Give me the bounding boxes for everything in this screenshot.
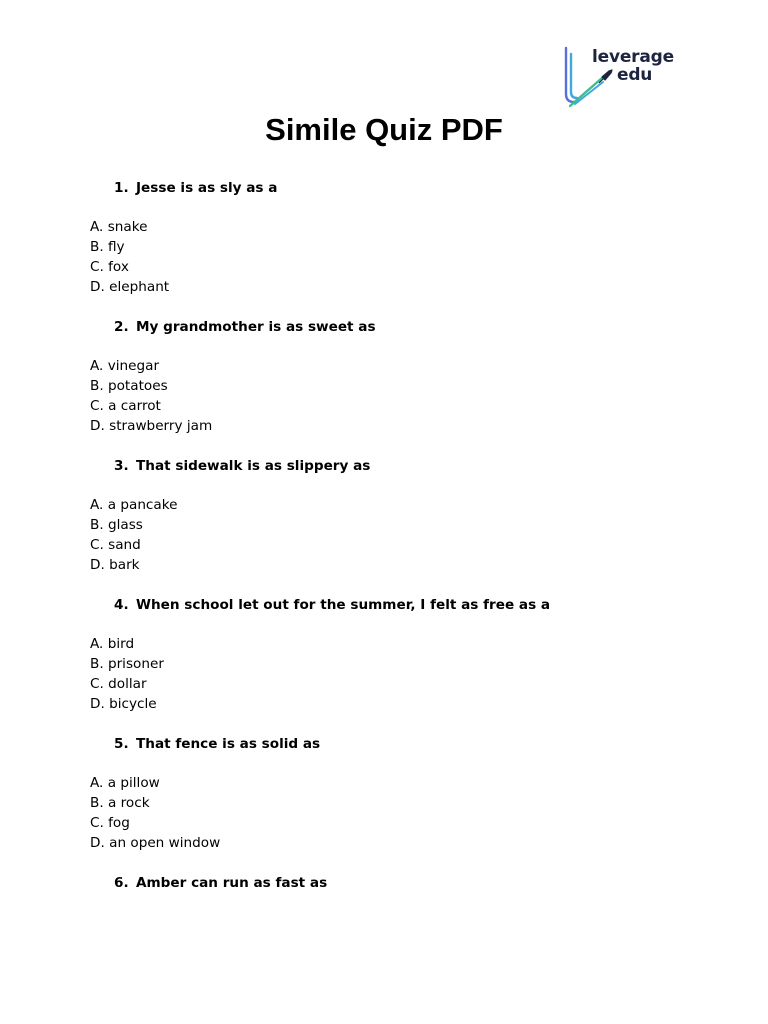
question-4-options — [90, 634, 164, 714]
question-2-options — [90, 356, 212, 436]
question-text: Amber can run as fast as — [136, 875, 328, 891]
option-item: C. fog — [90, 815, 130, 831]
option-item: B. glass — [90, 517, 143, 533]
option-item: C. a carrot — [90, 398, 161, 414]
option-item: D. elephant — [90, 279, 170, 295]
question-text: When school let out for the summer, I felt as free as a — [136, 597, 551, 613]
option-item: B. prisoner — [90, 656, 164, 672]
option-item: C. fox — [90, 259, 129, 275]
option-item: A. snake — [90, 219, 148, 235]
option-item: C. sand — [90, 537, 141, 553]
question-6 — [114, 874, 327, 892]
question-3-options — [90, 495, 177, 575]
question-2 — [114, 318, 376, 336]
logo-text-leverage: leverage — [592, 47, 674, 67]
question-5 — [114, 735, 320, 753]
option-item: A. vinegar — [90, 358, 160, 374]
option-item: C. dollar — [90, 676, 147, 692]
option-item: B. a rock — [90, 795, 150, 811]
question-text: That sidewalk is as slippery as — [136, 458, 371, 474]
question-1-options — [90, 217, 169, 297]
question-5-options — [90, 773, 220, 853]
question-1 — [114, 179, 277, 197]
option-item: A. a pillow — [90, 775, 160, 791]
question-number: 6. — [114, 875, 129, 891]
question-4 — [114, 596, 550, 614]
question-text: That fence is as solid as — [136, 736, 321, 752]
option-item: D. strawberry jam — [90, 418, 213, 434]
option-item: D. bicycle — [90, 696, 157, 712]
logo-text-edu: edu — [617, 65, 653, 85]
option-item: A. a pancake — [90, 497, 178, 513]
question-number: 3. — [114, 458, 129, 474]
option-item: D. an open window — [90, 835, 221, 851]
question-number: 2. — [114, 319, 129, 335]
rocket-icon — [596, 68, 616, 86]
question-number: 1. — [114, 180, 129, 196]
question-number: 4. — [114, 597, 129, 613]
option-item: B. potatoes — [90, 378, 168, 394]
question-number: 5. — [114, 736, 129, 752]
question-text: Jesse is as sly as a — [136, 180, 278, 196]
option-item: B. fly — [90, 239, 125, 255]
option-item: D. bark — [90, 557, 140, 573]
page-title: Simile Quiz PDF — [265, 112, 503, 147]
question-text: My grandmother is as sweet as — [136, 319, 376, 335]
question-3 — [114, 457, 370, 475]
leverage-edu-logo — [562, 44, 680, 110]
option-item: A. bird — [90, 636, 135, 652]
